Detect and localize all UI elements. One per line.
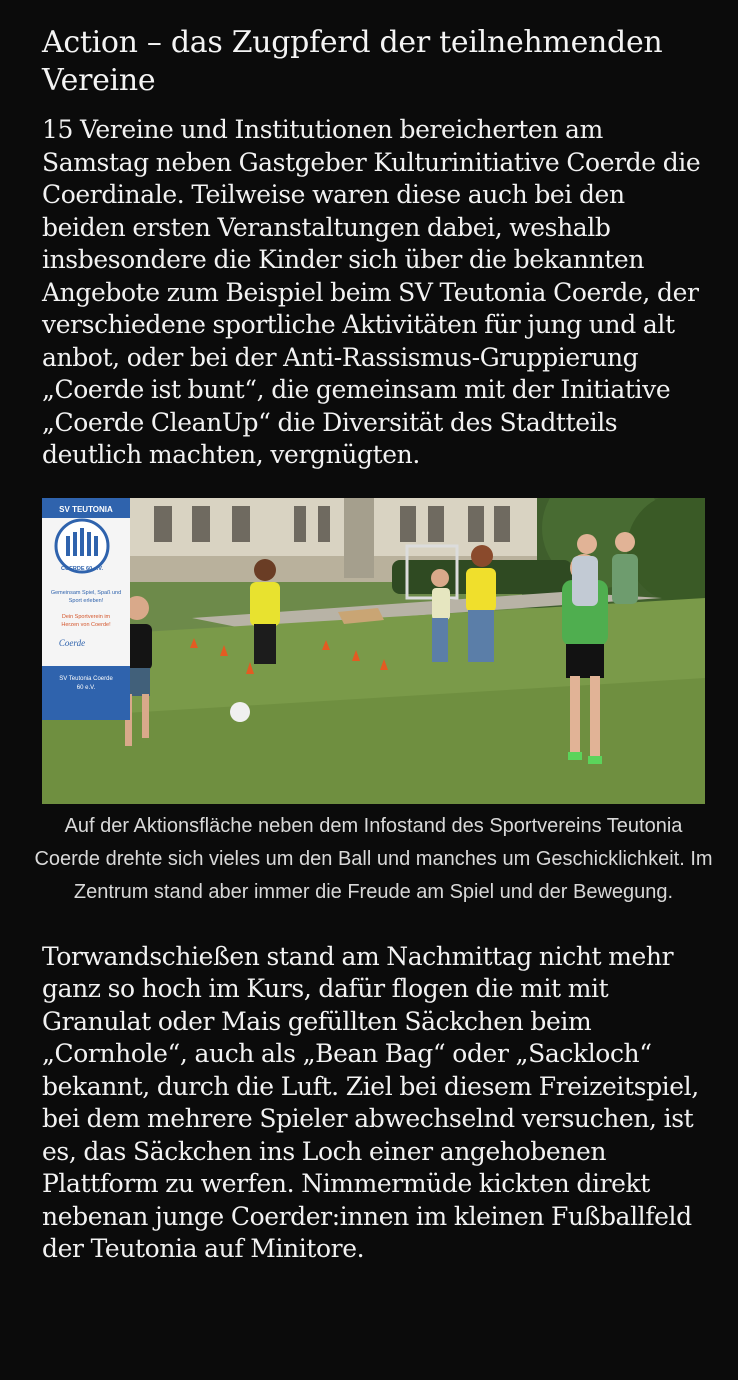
banner-line-3: Dein Sportverein im bbox=[61, 613, 111, 620]
banner-logo-small: Coerde bbox=[58, 637, 86, 648]
football bbox=[230, 702, 250, 722]
article-photo[interactable] bbox=[42, 498, 705, 804]
banner-line-4: Herzen von Coerde! bbox=[61, 621, 111, 628]
article-heading: Action – das Zugpferd der teilnehmenden Vereine bbox=[42, 25, 663, 98]
article-paragraph-1: 15 Vereine und Institutionen bereicherten am Samstag neben Gastgeber Kulturinitiative Coerde die Coerdinale. Teilweise waren diese auch bei den beiden ersten Veranstaltungen dabei, weshalb insbesondere die Kinder sich über die bekannten Angebote zum Beispiel beim SV Teutonia Coerde, der verschiedene sportliche Aktivitäten für jung und alt anbot, oder bei der Anti-Rassismus-Gruppierung „Coerde ist bunt“, die gemeinsam mit der Initiative „Coerde CleanUp“ die Diversität des Stadtteils deutlich machten, vergnügten. bbox=[42, 115, 701, 469]
banner-seal-text: COERDE 60 e.V. bbox=[61, 565, 103, 572]
article bbox=[34, 24, 713, 1266]
banner-line-1: Gemeinsam Spiel, Spaß und bbox=[50, 589, 122, 596]
banner-footer-2: 60 e.V. bbox=[76, 684, 96, 691]
article-figure bbox=[34, 498, 713, 909]
banner-footer-1: SV Teutonia Coerde bbox=[59, 675, 113, 682]
banner-line-2: Sport erleben! bbox=[68, 597, 104, 604]
article-paragraph-2: Torwandschießen stand am Nachmittag nicht mehr ganz so hoch im Kurs, dafür flogen die mit mit Granulat oder Mais gefüllten Säckchen beim „Cornhole“, auch als „Bean Bag“ oder „Sackloch“ bekannt, durch die Luft. Ziel bei diesem Freizeitspiel, bei dem mehrere Spieler abwechselnd versuchen, ist es, das Säckchen ins Loch einer angehobenen Plattform zu werfen. Nimmermüde kickten direkt nebenan junge Coerder:innen im kleinen Fußballfeld der Teutonia auf Minitore. bbox=[42, 941, 699, 1263]
photo-caption: Auf der Aktionsfläche neben dem Infostand des Sportvereins Teutonia Coerde drehte sich vieles um den Ball und manches um Geschicklichkeit. Im Zentrum stand aber immer die Freude am Spiel und der Bewegung. bbox=[34, 814, 713, 903]
banner-club-name: SV TEUTONIA bbox=[59, 504, 113, 514]
photo-illustration bbox=[42, 498, 705, 804]
